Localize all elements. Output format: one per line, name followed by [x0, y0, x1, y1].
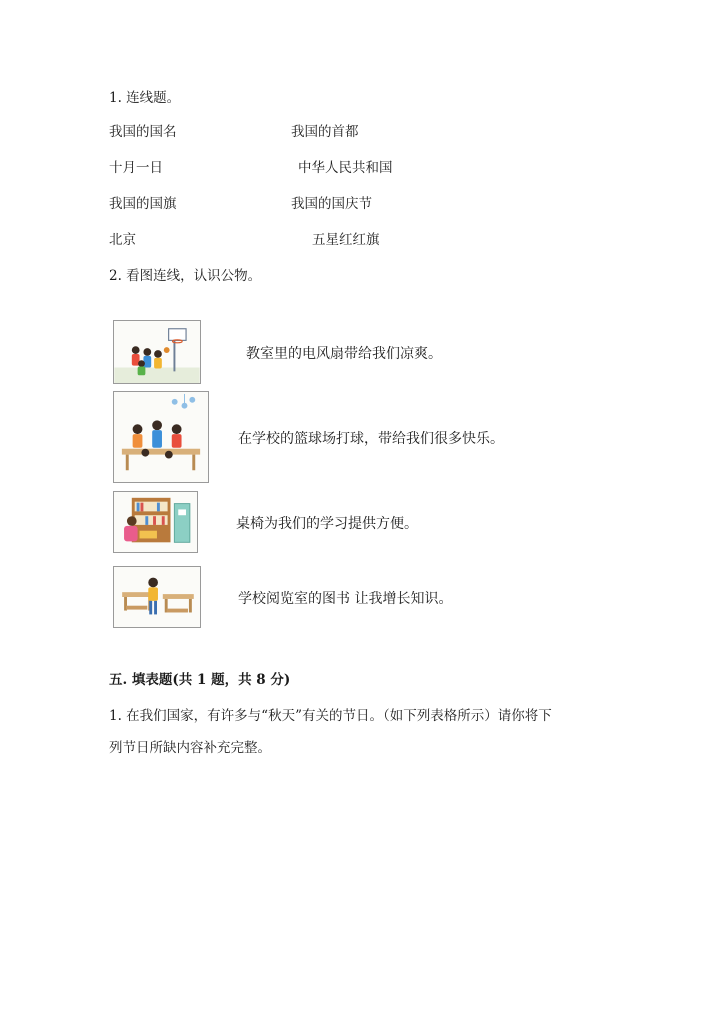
caption-library: 学校阅览室的图书 让我增长知识。: [238, 591, 453, 607]
caption-desks: 桌椅为我们的学习提供方便。: [236, 516, 418, 532]
section5-q1-line2: 列节日所缺内容补充完整。: [109, 740, 271, 756]
library-reading-illustration: [113, 491, 198, 553]
q1-left-item-1: 我国的国名: [109, 124, 177, 140]
caption-fan: 教室里的电风扇带给我们凉爽。: [246, 346, 442, 362]
q2-title: 2. 看图连线，认识公物。: [109, 268, 262, 284]
q1-right-item-4: 五星红红旗: [312, 232, 380, 248]
q1-right-item-1: 我国的首都: [291, 124, 359, 140]
section5-heading: 五. 填表题(共 1 题，共 8 分): [109, 672, 291, 688]
q1-left-item-3: 我国的国旗: [109, 196, 177, 212]
q1-right-item-2: 中华人民共和国: [298, 160, 393, 176]
q1-left-item-4: 北京: [109, 232, 136, 248]
q1-title: 1. 连线题。: [109, 90, 181, 106]
classroom-fan-illustration: [113, 391, 209, 483]
q1-left-item-2: 十月一日: [109, 160, 163, 176]
section5-q1-line1: 1. 在我们国家，有许多与“秋天”有关的节日。（如下列表格所示）请你将下: [109, 708, 552, 724]
q1-right-item-3: 我国的国庆节: [291, 196, 372, 212]
basketball-kids-illustration: [113, 320, 201, 384]
desks-chairs-illustration: [113, 566, 201, 628]
caption-basketball: 在学校的篮球场打球，带给我们很多快乐。: [238, 431, 504, 447]
